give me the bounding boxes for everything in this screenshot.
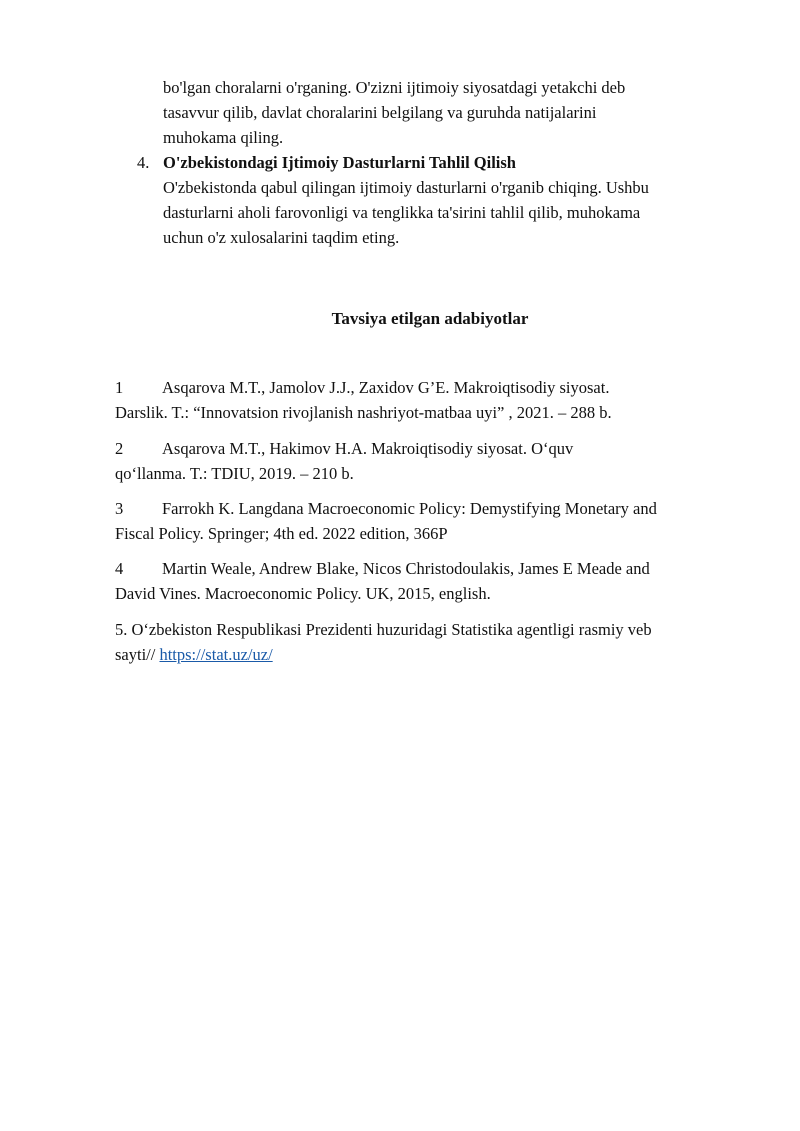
list-item-title: O'zbekistondagi Ijtimoiy Dasturlarni Tahlil Qilish xyxy=(163,153,516,172)
reference-text: Asqarova M.T., Hakimov H.A. Makroiqtisodiy siyosat. O‘quv xyxy=(162,439,574,458)
reference-text: Fiscal Policy. Springer; 4th ed. 2022 edition, 366P xyxy=(115,524,448,543)
reference-number: 1 xyxy=(115,378,124,397)
reference-text: Martin Weale, Andrew Blake, Nicos Christodoulakis, James E Meade and xyxy=(162,559,650,578)
list-item-line: dasturlarni aholi farovonligi va tenglikka ta'sirini tahlil qilib, muhokama xyxy=(163,203,641,222)
continuation-line: tasavvur qilib, davlat choralarini belgilang va guruhda natijalarini xyxy=(163,103,597,122)
continuation-paragraph xyxy=(163,75,733,150)
list-item-number: 4. xyxy=(137,153,150,172)
list-item-body xyxy=(163,150,733,250)
reference-text: sayti// xyxy=(115,645,160,664)
reference-item xyxy=(115,496,735,546)
reference-item xyxy=(115,436,735,486)
reference-number: 4 xyxy=(115,559,124,578)
continuation-line: bo'lgan choralarni o'rganing. O'zizni ijtimoiy siyosatdagi yetakchi deb xyxy=(163,78,626,97)
list-item-line: O'zbekistonda qabul qilingan ijtimoiy dasturlarni o'rganib chiqing. Ushbu xyxy=(163,178,649,197)
list-item-line: uchun o'z xulosalarini taqdim eting. xyxy=(163,228,400,247)
reference-item xyxy=(115,556,735,606)
reference-text: Darslik. T.: “Innovatsion rivojlanish nashriyot-matbaa uyi” , 2021. – 288 b. xyxy=(115,403,612,422)
reference-item xyxy=(115,375,735,425)
reference-number: 3 xyxy=(115,499,124,518)
reference-text: Asqarova M.T., Jamolov J.J., Zaxidov G’E. Makroiqtisodiy siyosat. xyxy=(162,378,610,397)
reference-number: 2 xyxy=(115,439,124,458)
reference-text: qo‘llanma. T.: TDIU, 2019. – 210 b. xyxy=(115,464,354,483)
reference-text: 5. O‘zbekiston Respublikasi Prezidenti huzuridagi Statistika agentligi rasmiy veb xyxy=(115,620,652,639)
reference-item xyxy=(115,617,735,667)
continuation-line: muhokama qiling. xyxy=(163,128,284,147)
reference-text: David Vines. Macroeconomic Policy. UK, 2015, english. xyxy=(115,584,491,603)
reference-text: Farrokh K. Langdana Macroeconomic Policy: Demystifying Monetary and xyxy=(162,499,657,518)
stat-website-link[interactable]: https://stat.uz/uz/ xyxy=(159,645,273,664)
references-heading: Tavsiya etilgan adabiyotlar xyxy=(331,309,529,328)
